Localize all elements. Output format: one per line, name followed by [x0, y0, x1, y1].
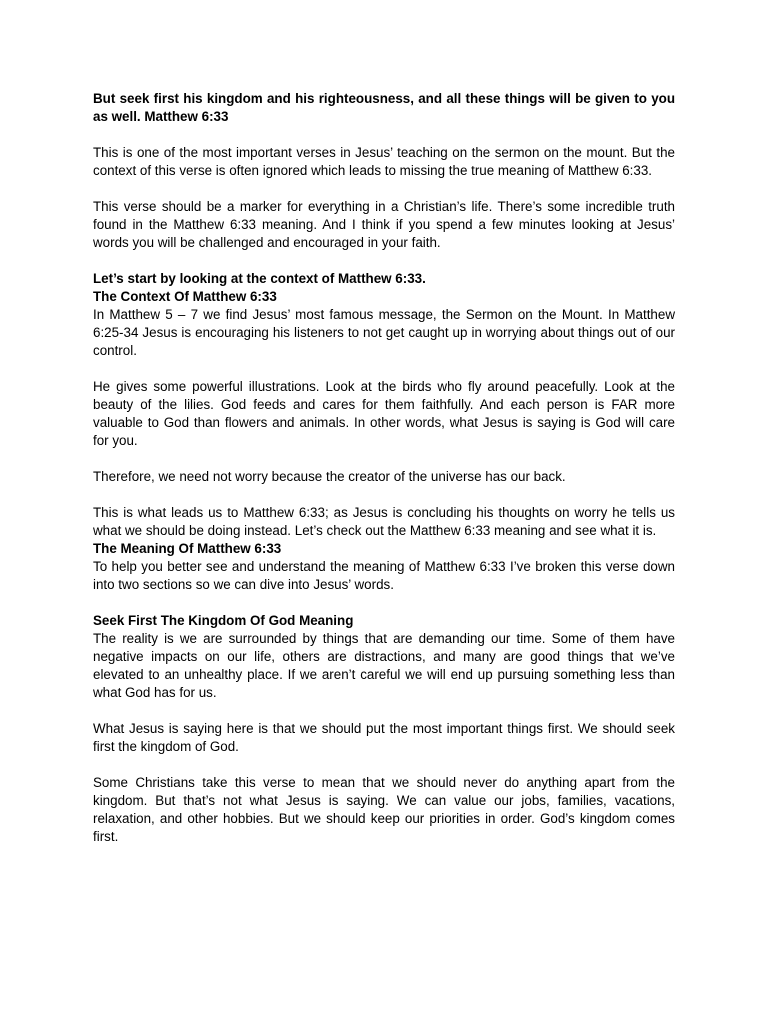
- section-heading-context: The Context Of Matthew 6:33: [93, 289, 277, 304]
- seek-paragraph: What Jesus is saying here is that we should put the most important things first. We should seek first the kingdom of God.: [93, 721, 675, 754]
- spacer: [93, 450, 675, 468]
- seek-paragraph: Some Christians take this verse to mean that we should never do anything apart from the kingdom. But that’s not what Jesus is saying. We can value our jobs, families, vacations, relaxation, and other hobbies. But we should keep our priorities in order. God’s kingdom comes first.: [93, 775, 675, 844]
- section-heading-meaning: The Meaning Of Matthew 6:33: [93, 541, 282, 556]
- context-paragraph: Therefore, we need not worry because the creator of the universe has our back.: [93, 469, 566, 484]
- spacer: [93, 756, 675, 774]
- spacer: [93, 126, 675, 144]
- opening-verse: But seek first his kingdom and his righteousness, and all these things will be given to you as well. Matthew 6:33: [93, 91, 675, 124]
- context-lead: Let’s start by looking at the context of Matthew 6:33.: [93, 271, 426, 286]
- spacer: [93, 486, 675, 504]
- context-paragraph: He gives some powerful illustrations. Look at the birds who fly around peacefully. Look at the beauty of the lilies. God feeds and cares for them faithfully. And each person is FAR more valuable to God than flowers and animals. In other words, what Jesus is saying is God will care for you.: [93, 379, 675, 448]
- intro-paragraph: This is one of the most important verses in Jesus’ teaching on the sermon on the mount. But the context of this verse is often ignored which leads to missing the true meaning of Matthew 6:33.: [93, 145, 675, 178]
- spacer: [93, 594, 675, 612]
- intro-paragraph: This verse should be a marker for everything in a Christian’s life. There’s some incredible truth found in the Matthew 6:33 meaning. And I think if you spend a few minutes looking at Jesus’ words you will be challenged and encouraged in your faith.: [93, 199, 675, 250]
- spacer: [93, 360, 675, 378]
- context-paragraph: In Matthew 5 – 7 we find Jesus’ most famous message, the Sermon on the Mount. In Matthew 6:25-34 Jesus is encouraging his listeners to not get caught up in worrying about things out of our control.: [93, 307, 675, 358]
- meaning-paragraph: To help you better see and understand the meaning of Matthew 6:33 I’ve broken this verse down into two sections so we can dive into Jesus’ words.: [93, 559, 675, 592]
- spacer: [93, 702, 675, 720]
- seek-paragraph: The reality is we are surrounded by things that are demanding our time. Some of them have negative impacts on our life, others are distractions, and many are good things that we’ve elevated to an unhealthy place. If we aren’t careful we will end up pursuing something less than what God has for us.: [93, 631, 675, 700]
- section-heading-seek-first: Seek First The Kingdom Of God Meaning: [93, 613, 354, 628]
- spacer: [93, 180, 675, 198]
- spacer: [93, 252, 675, 270]
- document-page: [93, 90, 675, 846]
- context-paragraph: This is what leads us to Matthew 6:33; as Jesus is concluding his thoughts on worry he tells us what we should be doing instead. Let’s check out the Matthew 6:33 meaning and see what it is.: [93, 505, 675, 538]
